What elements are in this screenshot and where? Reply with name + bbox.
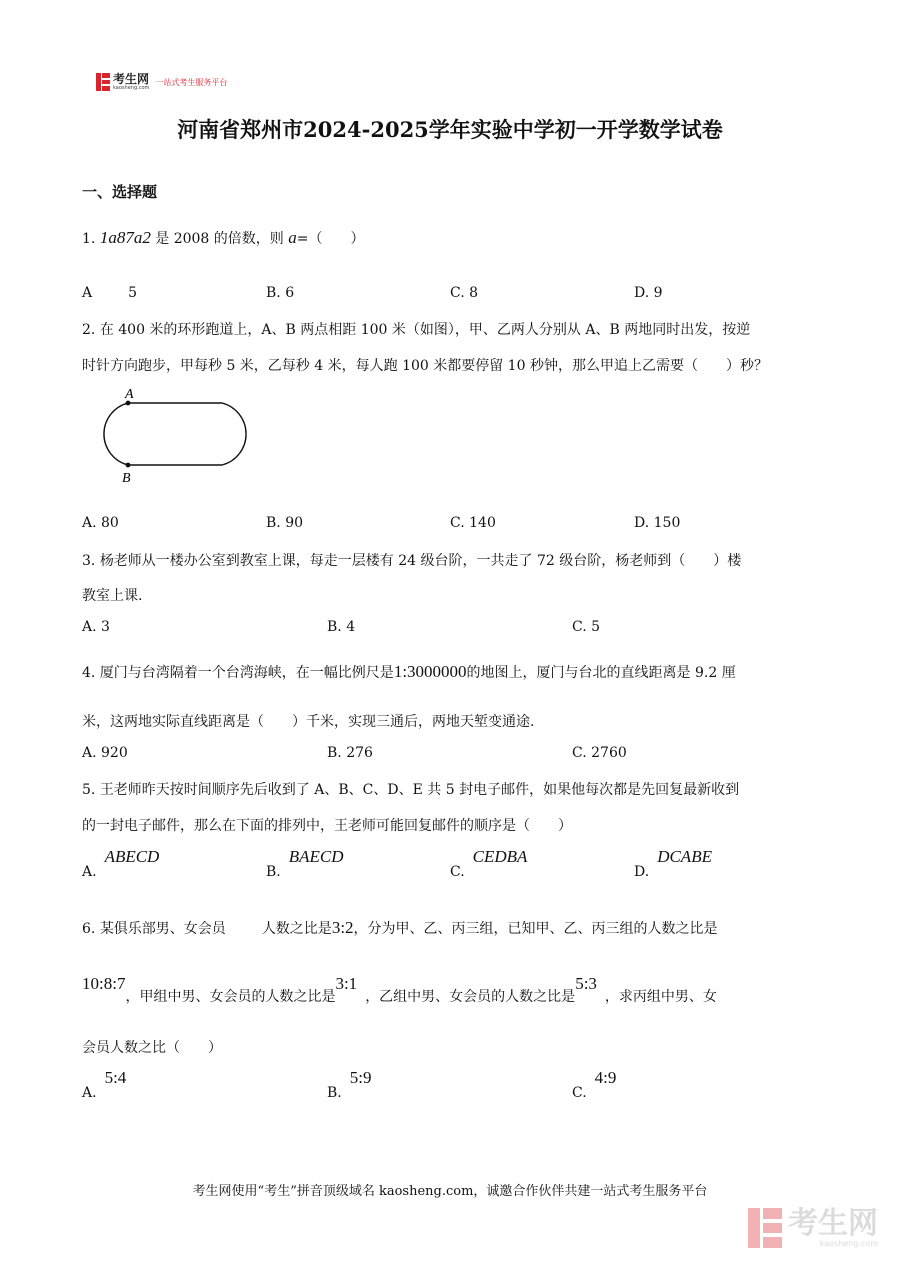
question-text: ，求丙组中男、女 bbox=[604, 989, 717, 1005]
question-text: 在 400 米的环形跑道上，A、B 两点相距 100 米（如图），甲、乙两人分别从 A、B 两地同时出发，按逆 bbox=[99, 322, 751, 338]
math-ratio: 5:3 bbox=[575, 974, 597, 993]
section-heading: 一、选择题 bbox=[82, 183, 158, 201]
question-text: 王老师昨天按时间顺序先后收到了 A、B、C、D、E 共 5 封电子邮件，如果他每次都是先回复最新收到 bbox=[99, 782, 740, 798]
question-6 bbox=[82, 918, 718, 938]
option-c[interactable] bbox=[450, 515, 496, 531]
option-value: 140 bbox=[469, 515, 496, 531]
option-label: D. bbox=[634, 515, 650, 531]
option-label: C. bbox=[572, 619, 587, 635]
option-d[interactable] bbox=[634, 515, 680, 531]
option-value: 150 bbox=[653, 515, 681, 531]
option-c[interactable] bbox=[572, 619, 600, 635]
point-b bbox=[126, 463, 131, 468]
question-text-c: ，分为甲、乙、丙三组，已知甲、乙、丙三组的人数之比是 bbox=[353, 921, 718, 937]
option-label: B. bbox=[266, 864, 281, 880]
option-value: ABECD bbox=[104, 847, 160, 866]
option-a[interactable] bbox=[82, 285, 137, 301]
option-d[interactable] bbox=[634, 847, 712, 880]
option-value: 5 bbox=[591, 619, 601, 635]
question-1 bbox=[82, 228, 364, 248]
option-b[interactable] bbox=[327, 745, 373, 761]
option-c[interactable] bbox=[450, 847, 528, 880]
option-label: B. bbox=[266, 515, 281, 531]
question-text-cont: 的地图上，厦门与台北的直线距离是 9.2 厘 bbox=[466, 665, 736, 681]
option-label: B. bbox=[327, 619, 342, 635]
question-text: 厦门与台湾隔着一个台湾海峡，在一幅比例尺是 bbox=[99, 665, 394, 681]
option-label: B. bbox=[327, 745, 342, 761]
label-a: A bbox=[125, 387, 134, 402]
option-d[interactable] bbox=[634, 285, 663, 301]
option-label: C. bbox=[572, 1085, 587, 1101]
option-b[interactable] bbox=[266, 847, 344, 880]
option-value: 5 bbox=[128, 285, 138, 301]
question-text: 某俱乐部男、女会员 bbox=[99, 921, 226, 937]
option-label: A. bbox=[82, 745, 97, 761]
logo-name: 考生网 bbox=[113, 72, 150, 86]
question-text: 是 2008 的倍数，则 bbox=[155, 231, 284, 247]
logo-domain: kaosheng.com bbox=[113, 85, 150, 91]
question-number: 2. bbox=[82, 322, 96, 338]
option-c[interactable] bbox=[450, 285, 478, 301]
option-value: 6 bbox=[285, 285, 295, 301]
question-3-line-2: 教室上课. bbox=[82, 588, 143, 604]
math-ratio: 3:1 bbox=[335, 974, 358, 993]
option-value: 4 bbox=[346, 619, 356, 635]
track-diagram bbox=[94, 384, 264, 486]
math-variable: a bbox=[288, 228, 297, 247]
option-label: A. bbox=[82, 864, 97, 880]
watermark-text: 考生网 bbox=[788, 1205, 878, 1241]
math-ratio: 10:8:7 bbox=[82, 974, 126, 993]
option-a[interactable] bbox=[82, 619, 110, 635]
math-ratio: 1:3000000 bbox=[393, 662, 467, 681]
question-number: 6. bbox=[82, 921, 96, 937]
option-label: A. bbox=[82, 1085, 97, 1101]
option-label: A. bbox=[82, 515, 97, 531]
option-value: 9 bbox=[653, 285, 663, 301]
watermark-domain: kaosheng.com bbox=[819, 1238, 878, 1248]
question-text: ，乙组中男、女会员的人数之比是 bbox=[365, 989, 576, 1005]
option-b[interactable] bbox=[327, 1068, 372, 1101]
option-label: A bbox=[82, 285, 93, 301]
option-value: 4:9 bbox=[594, 1068, 617, 1087]
question-5-line-2: 的一封电子邮件，那么在下面的排列中，王老师可能回复邮件的顺序是（ ） bbox=[82, 818, 572, 834]
question-6-line-2 bbox=[82, 974, 717, 1005]
footer-text: 考生网使用“考生”拼音顶级域名 kaosheng.com，诚邀合作伙伴共建一站式考生服务平台 bbox=[192, 1184, 708, 1199]
question-text: 杨老师从一楼办公室到教室上课，每走一层楼有 24 级台阶，一共走了 72 级台阶，杨老师到（ ）楼 bbox=[99, 553, 742, 569]
page-title: 河南省郑州市2024-2025学年实验中学初一开学数学试卷 bbox=[177, 117, 723, 142]
option-value: BAECD bbox=[288, 847, 344, 866]
option-a[interactable] bbox=[82, 847, 160, 880]
math-ratio: 3:2 bbox=[331, 918, 354, 937]
option-value: CEDBA bbox=[472, 847, 528, 866]
brand-logo bbox=[96, 72, 227, 92]
label-b: B bbox=[122, 471, 131, 486]
question-number: 3. bbox=[82, 553, 96, 569]
option-value: 5:9 bbox=[349, 1068, 372, 1087]
option-value: 8 bbox=[469, 285, 479, 301]
option-label: C. bbox=[572, 745, 587, 761]
question-tail: =（ ） bbox=[296, 231, 365, 247]
option-c[interactable] bbox=[572, 745, 627, 761]
option-value: DCABE bbox=[657, 847, 712, 866]
logo-icon bbox=[96, 73, 110, 91]
option-label: D. bbox=[634, 864, 650, 880]
option-label: C. bbox=[450, 864, 465, 880]
question-text-b: 人数之比是 bbox=[261, 921, 332, 937]
question-number: 4. bbox=[82, 665, 96, 681]
option-a[interactable] bbox=[82, 745, 128, 761]
question-4-line-2: 米，这两地实际直线距离是（ ）千米，实现三通后，两地天堑变通途. bbox=[82, 714, 535, 730]
option-value: 5:4 bbox=[104, 1068, 127, 1087]
option-a[interactable] bbox=[82, 515, 119, 531]
option-value: 2760 bbox=[591, 745, 627, 761]
question-5 bbox=[82, 779, 739, 799]
option-label: B. bbox=[327, 1085, 342, 1101]
watermark-logo-icon bbox=[748, 1208, 782, 1248]
option-b[interactable] bbox=[327, 619, 355, 635]
question-number: 5. bbox=[82, 782, 96, 798]
oval-track bbox=[104, 403, 246, 465]
option-value: 3 bbox=[101, 619, 110, 635]
question-2-line-2: 时针方向跑步，甲每秒 5 米，乙每秒 4 米，每人跑 100 米都要停留 10 秒钟，那么甲追上乙需要（ ）秒？ bbox=[82, 358, 768, 374]
question-2 bbox=[82, 319, 750, 339]
option-b[interactable] bbox=[266, 285, 294, 301]
option-value: 276 bbox=[346, 745, 373, 761]
option-value: 80 bbox=[101, 515, 119, 531]
option-label: A. bbox=[82, 619, 97, 635]
option-c[interactable] bbox=[572, 1068, 617, 1101]
question-4 bbox=[82, 662, 736, 682]
option-value: 90 bbox=[285, 515, 304, 531]
question-6-line-3: 会员人数之比（ ） bbox=[82, 1040, 222, 1056]
logo-slogan: 一站式考生服务平台 bbox=[155, 77, 228, 87]
option-label: C. bbox=[450, 515, 465, 531]
option-label: B. bbox=[266, 285, 281, 301]
option-label: C. bbox=[450, 285, 465, 301]
question-text: ，甲组中男、女会员的人数之比是 bbox=[125, 989, 336, 1005]
watermark bbox=[748, 1205, 878, 1248]
question-3 bbox=[82, 550, 741, 570]
option-value: 920 bbox=[101, 745, 128, 761]
option-b[interactable] bbox=[266, 515, 303, 531]
option-label: D. bbox=[634, 285, 650, 301]
math-expression: 1a87a2 bbox=[99, 228, 151, 247]
option-a[interactable] bbox=[82, 1068, 127, 1101]
question-number: 1. bbox=[82, 231, 96, 247]
